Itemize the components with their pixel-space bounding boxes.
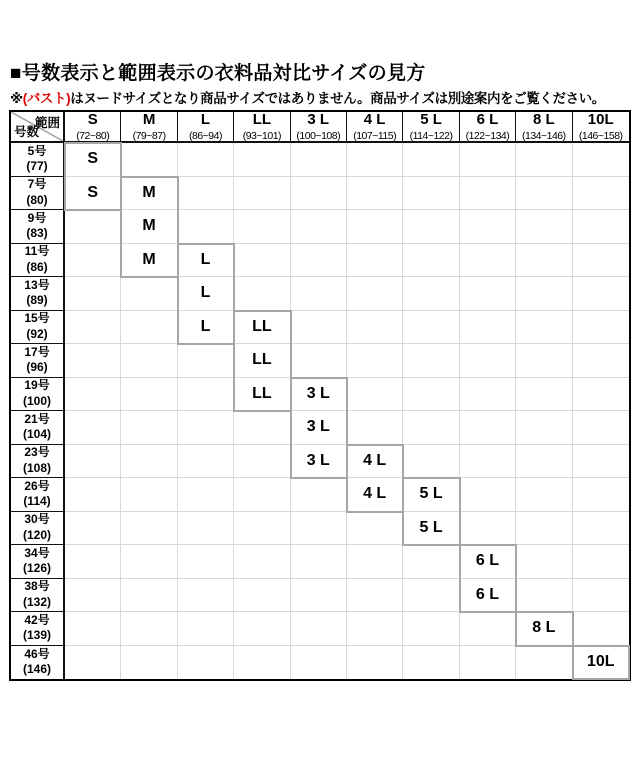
row-size-no: 19号 — [24, 378, 50, 393]
note-prefix: ※ — [10, 91, 23, 106]
row-bust: (132) — [22, 594, 51, 609]
size-cell — [573, 579, 629, 613]
size-cell — [291, 277, 347, 311]
size-cell — [65, 277, 121, 311]
size-cell — [178, 378, 234, 412]
size-cell — [516, 445, 572, 479]
size-cell — [460, 244, 516, 278]
size-cell — [573, 177, 629, 211]
size-cell — [460, 277, 516, 311]
size-cell — [403, 612, 459, 646]
column-size-label: 4 L — [363, 111, 386, 129]
column-header — [178, 112, 234, 143]
size-cell — [516, 277, 572, 311]
column-header — [65, 112, 121, 143]
column-header — [121, 112, 177, 143]
size-cell — [121, 445, 177, 479]
size-cell: 3 L — [291, 445, 347, 479]
size-cell — [347, 210, 403, 244]
column-bust-range: (134~146) — [521, 129, 566, 142]
size-cell — [121, 378, 177, 412]
size-cell — [65, 545, 121, 579]
row-bust: (92) — [26, 326, 48, 341]
size-cell — [403, 311, 459, 345]
size-cell — [403, 277, 459, 311]
size-cell — [347, 579, 403, 613]
size-cell: 3 L — [291, 378, 347, 412]
row-bust: (77) — [26, 159, 48, 174]
row-header — [11, 177, 65, 211]
row-bust: (139) — [22, 628, 51, 643]
row-bust: (80) — [26, 192, 48, 207]
size-cell — [403, 378, 459, 412]
row-size-no: 15号 — [24, 311, 50, 326]
size-cell — [234, 445, 290, 479]
size-cell — [516, 311, 572, 345]
size-cell — [178, 478, 234, 512]
size-cell — [65, 311, 121, 345]
size-cell — [460, 411, 516, 445]
size-cell — [516, 344, 572, 378]
size-cell — [234, 612, 290, 646]
size-cell — [121, 612, 177, 646]
size-cell — [460, 344, 516, 378]
size-cell — [347, 512, 403, 546]
row-size-no: 21号 — [24, 411, 50, 426]
corner-gosu-label: 号数 — [14, 125, 40, 139]
size-cell — [347, 545, 403, 579]
row-header — [11, 311, 65, 345]
column-size-label: 6 L — [476, 111, 499, 129]
column-size-label: 3 L — [307, 111, 330, 129]
column-bust-range: (114~122) — [409, 129, 453, 142]
size-cell — [121, 512, 177, 546]
row-size-no: 9号 — [27, 210, 47, 225]
row-header — [11, 344, 65, 378]
size-cell — [65, 445, 121, 479]
size-cell — [291, 210, 347, 244]
size-cell: S — [65, 143, 121, 177]
size-cell — [573, 244, 629, 278]
size-cell — [291, 612, 347, 646]
size-cell — [178, 344, 234, 378]
size-cell — [403, 646, 459, 680]
size-cell — [178, 177, 234, 211]
column-header — [516, 112, 572, 143]
size-cell — [234, 478, 290, 512]
size-cell: 6 L — [460, 545, 516, 579]
size-cell — [403, 177, 459, 211]
size-cell — [516, 143, 572, 177]
size-cell — [65, 344, 121, 378]
row-bust: (100) — [22, 393, 51, 408]
row-bust: (126) — [22, 561, 51, 576]
size-cell — [65, 579, 121, 613]
column-header — [403, 112, 459, 143]
size-cell — [516, 579, 572, 613]
size-cell — [516, 512, 572, 546]
size-cell — [65, 512, 121, 546]
size-cell — [65, 210, 121, 244]
size-cell — [347, 612, 403, 646]
column-header — [347, 112, 403, 143]
size-cell: 4 L — [347, 478, 403, 512]
size-cell — [460, 311, 516, 345]
size-cell: L — [178, 311, 234, 345]
column-bust-range: (93~101) — [242, 129, 282, 142]
size-cell — [291, 177, 347, 211]
size-cell — [347, 143, 403, 177]
size-cell — [234, 545, 290, 579]
row-bust: (114) — [23, 494, 51, 509]
size-cell — [403, 210, 459, 244]
row-header — [11, 478, 65, 512]
size-cell — [121, 143, 177, 177]
size-cell — [121, 545, 177, 579]
row-size-no: 26号 — [24, 478, 50, 493]
row-size-no: 46号 — [24, 646, 50, 661]
row-bust: (146) — [22, 662, 51, 677]
size-cell: 8 L — [516, 612, 572, 646]
size-cell — [573, 612, 629, 646]
row-header — [11, 545, 65, 579]
size-cell — [234, 277, 290, 311]
size-cell — [178, 646, 234, 680]
row-bust: (120) — [22, 527, 51, 542]
size-cell: LL — [234, 344, 290, 378]
row-size-no: 5号 — [27, 143, 47, 158]
size-cell — [121, 579, 177, 613]
size-cell — [403, 579, 459, 613]
note-text — [10, 87, 605, 107]
size-cell: L — [178, 277, 234, 311]
size-cell — [460, 612, 516, 646]
row-size-no: 42号 — [24, 612, 50, 627]
column-size-label: LL — [252, 111, 272, 129]
size-cell — [460, 478, 516, 512]
size-cell — [178, 445, 234, 479]
row-header — [11, 646, 65, 680]
column-bust-range: (107~115) — [353, 129, 397, 142]
size-cell: LL — [234, 378, 290, 412]
size-cell — [403, 545, 459, 579]
size-cell — [573, 512, 629, 546]
note-rest: はヌードサイズとなり商品サイズではありません。商品サイズは別途案内をご覧ください。 — [70, 91, 605, 106]
size-cell — [403, 344, 459, 378]
size-cell — [291, 545, 347, 579]
column-size-label: M — [142, 111, 156, 129]
row-size-no: 38号 — [24, 579, 50, 594]
size-cell — [291, 344, 347, 378]
note-highlight-bust: (バスト) — [22, 91, 71, 106]
size-cell — [347, 344, 403, 378]
column-bust-range: (146~158) — [578, 129, 623, 142]
row-header — [11, 411, 65, 445]
row-header — [11, 210, 65, 244]
size-cell — [347, 177, 403, 211]
size-cell — [121, 646, 177, 680]
row-bust: (108) — [22, 460, 51, 475]
size-cell — [573, 311, 629, 345]
size-cell — [573, 143, 629, 177]
row-bust: (83) — [26, 226, 48, 241]
row-size-no: 13号 — [24, 277, 50, 292]
size-cell — [516, 545, 572, 579]
size-cell — [573, 277, 629, 311]
row-size-no: 17号 — [24, 344, 50, 359]
size-cell — [516, 411, 572, 445]
column-size-label: 8 L — [532, 111, 555, 129]
size-cell — [178, 545, 234, 579]
row-size-no: 23号 — [24, 445, 50, 460]
size-cell — [178, 512, 234, 546]
row-size-no: 11号 — [24, 244, 50, 259]
size-cell: M — [121, 177, 177, 211]
size-cell — [291, 579, 347, 613]
size-cell — [65, 478, 121, 512]
size-cell — [291, 244, 347, 278]
size-cell — [178, 210, 234, 244]
row-header — [11, 445, 65, 479]
corner-header — [11, 112, 65, 143]
size-cell — [178, 411, 234, 445]
size-cell — [403, 445, 459, 479]
size-cell — [573, 378, 629, 412]
column-bust-range: (100~108) — [296, 129, 341, 142]
row-size-no: 7号 — [27, 177, 47, 192]
size-cell — [65, 378, 121, 412]
size-cell: LL — [234, 311, 290, 345]
size-cell — [460, 143, 516, 177]
size-cell — [516, 244, 572, 278]
page-title: ■号数表示と範囲表示の衣料品対比サイズの見方 — [10, 63, 426, 84]
size-cell — [178, 612, 234, 646]
size-cell — [516, 210, 572, 244]
size-cell — [403, 143, 459, 177]
size-cell — [291, 478, 347, 512]
size-cell — [347, 378, 403, 412]
size-cell — [516, 378, 572, 412]
size-cell — [121, 411, 177, 445]
column-header — [234, 112, 290, 143]
size-cell — [573, 411, 629, 445]
size-cell — [291, 311, 347, 345]
size-cell — [65, 646, 121, 680]
size-cell — [234, 177, 290, 211]
size-cell — [121, 311, 177, 345]
size-cell — [460, 445, 516, 479]
row-header — [11, 579, 65, 613]
size-cell — [460, 210, 516, 244]
size-cell: 10L — [586, 653, 615, 671]
size-cell — [234, 143, 290, 177]
size-cell — [347, 411, 403, 445]
column-bust-range: (72~80) — [76, 129, 110, 142]
size-cell — [460, 646, 516, 680]
size-cell — [573, 344, 629, 378]
size-cell: M — [121, 244, 177, 278]
column-header — [573, 112, 629, 143]
column-bust-range: (122~134) — [465, 129, 510, 142]
row-bust: (89) — [26, 293, 48, 308]
size-cell — [573, 545, 629, 579]
size-cell — [460, 378, 516, 412]
size-cell — [516, 478, 572, 512]
column-header — [460, 112, 516, 143]
size-cell: 6 L — [460, 579, 516, 613]
column-bust-range: (86~94) — [188, 129, 222, 142]
size-cell — [234, 411, 290, 445]
size-cell: 5 L — [403, 478, 459, 512]
size-cell: 3 L — [291, 411, 347, 445]
row-size-no: 34号 — [24, 545, 50, 560]
row-header — [11, 244, 65, 278]
size-cell — [573, 445, 629, 479]
size-cell — [403, 244, 459, 278]
row-header — [11, 143, 65, 177]
row-header — [11, 512, 65, 546]
column-bust-range: (79~87) — [132, 129, 166, 142]
size-cell — [347, 244, 403, 278]
size-cell — [516, 177, 572, 211]
size-cell — [65, 612, 121, 646]
size-cell — [460, 177, 516, 211]
size-cell: 5 L — [403, 512, 459, 546]
size-cell — [234, 512, 290, 546]
size-cell — [291, 143, 347, 177]
size-table — [9, 110, 631, 681]
row-header — [11, 378, 65, 412]
size-cell — [347, 277, 403, 311]
size-cell — [121, 478, 177, 512]
size-cell — [234, 210, 290, 244]
column-size-label: 10L — [587, 111, 614, 129]
size-cell — [65, 244, 121, 278]
size-cell: L — [178, 244, 234, 278]
size-cell — [516, 646, 572, 680]
size-cell — [121, 344, 177, 378]
size-cell — [460, 512, 516, 546]
size-cell: 4 L — [347, 445, 403, 479]
column-size-label: S — [87, 111, 98, 129]
size-cell — [234, 244, 290, 278]
row-header — [11, 612, 65, 646]
size-cell — [178, 579, 234, 613]
row-bust: (86) — [26, 259, 48, 274]
corner-range-label: 範囲 — [34, 116, 60, 130]
size-cell: M — [121, 210, 177, 244]
row-bust: (104) — [22, 427, 51, 442]
column-size-label: L — [200, 111, 211, 129]
size-cell — [178, 143, 234, 177]
row-bust: (96) — [26, 360, 48, 375]
size-cell — [573, 478, 629, 512]
size-cell — [291, 512, 347, 546]
size-cell — [403, 411, 459, 445]
size-cell — [234, 646, 290, 680]
size-cell — [234, 579, 290, 613]
size-cell — [121, 277, 177, 311]
row-header — [11, 277, 65, 311]
size-cell — [347, 646, 403, 680]
size-cell — [347, 311, 403, 345]
size-cell — [291, 646, 347, 680]
size-cell: S — [65, 177, 121, 211]
size-cell — [573, 210, 629, 244]
column-size-label: 5 L — [420, 111, 442, 129]
column-header — [291, 112, 347, 143]
size-cell — [65, 411, 121, 445]
row-size-no: 30号 — [24, 512, 50, 527]
